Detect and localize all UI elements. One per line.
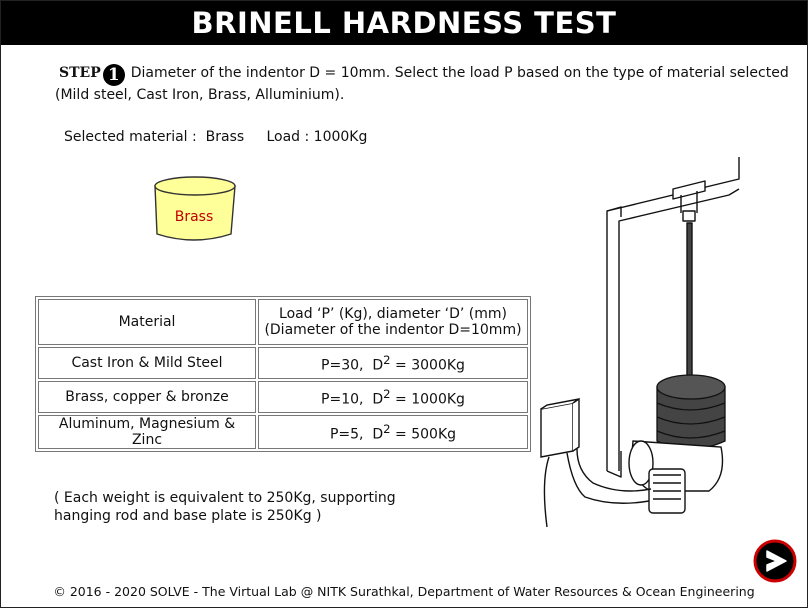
selected-material-value: Brass — [205, 129, 245, 145]
arrow-right-circle-icon[interactable] — [753, 539, 797, 583]
row-load: P=10, $D^2 = 1000Kg$ — [258, 381, 528, 413]
brinell-testing-machine-illustration — [533, 151, 773, 531]
load-value: 1000Kg — [313, 129, 368, 145]
page-title: BRINELL HARDNESS TEST — [1, 1, 807, 45]
row-load: P=30, $D^2 = 3000Kg$ — [258, 347, 528, 379]
load-selection-table — [35, 296, 531, 452]
specimen-label: Brass — [174, 209, 214, 225]
row-material: Aluminum, Magnesium & Zinc — [38, 415, 256, 449]
table-row — [38, 347, 528, 379]
step-label: STEP — [59, 65, 101, 81]
table-row — [38, 415, 528, 449]
table-row — [38, 381, 528, 413]
step-number-badge: 1 — [103, 64, 125, 86]
header-material: Material — [38, 299, 256, 345]
weight-note — [54, 489, 396, 525]
table-header-row — [38, 299, 528, 345]
step-instructions — [55, 62, 799, 103]
step-text-line2: (Mild steel, Cast Iron, Brass, Alluminium). — [55, 87, 345, 103]
header-load-line2: (Diameter of the indentor D=10mm) — [264, 322, 522, 338]
header-load-line1: Load ‘P’ (Kg), diameter ‘D’ (mm) — [279, 306, 507, 322]
note-line1: ( Each weight is equivalent to 250Kg, supporting — [54, 490, 396, 506]
note-line2: hanging rod and base plate is 250Kg ) — [54, 508, 322, 524]
step-text-line1: Diameter of the indentor D = 10mm. Select the load P based on the type of material selected — [130, 65, 789, 81]
selection-summary — [64, 129, 367, 145]
load-label: Load : — [266, 129, 310, 145]
header-load — [258, 299, 528, 345]
selected-material-label: Selected material : — [64, 129, 197, 145]
row-material: Brass, copper & bronze — [38, 381, 256, 413]
row-load: P=5, $D^2 = 500Kg$ — [258, 415, 528, 449]
row-material: Cast Iron & Mild Steel — [38, 347, 256, 379]
footer-copyright: © 2016 - 2020 SOLVE - The Virtual Lab @ NITK Surathkal, Department of Water Resources & Ocean Engineering — [53, 584, 755, 599]
